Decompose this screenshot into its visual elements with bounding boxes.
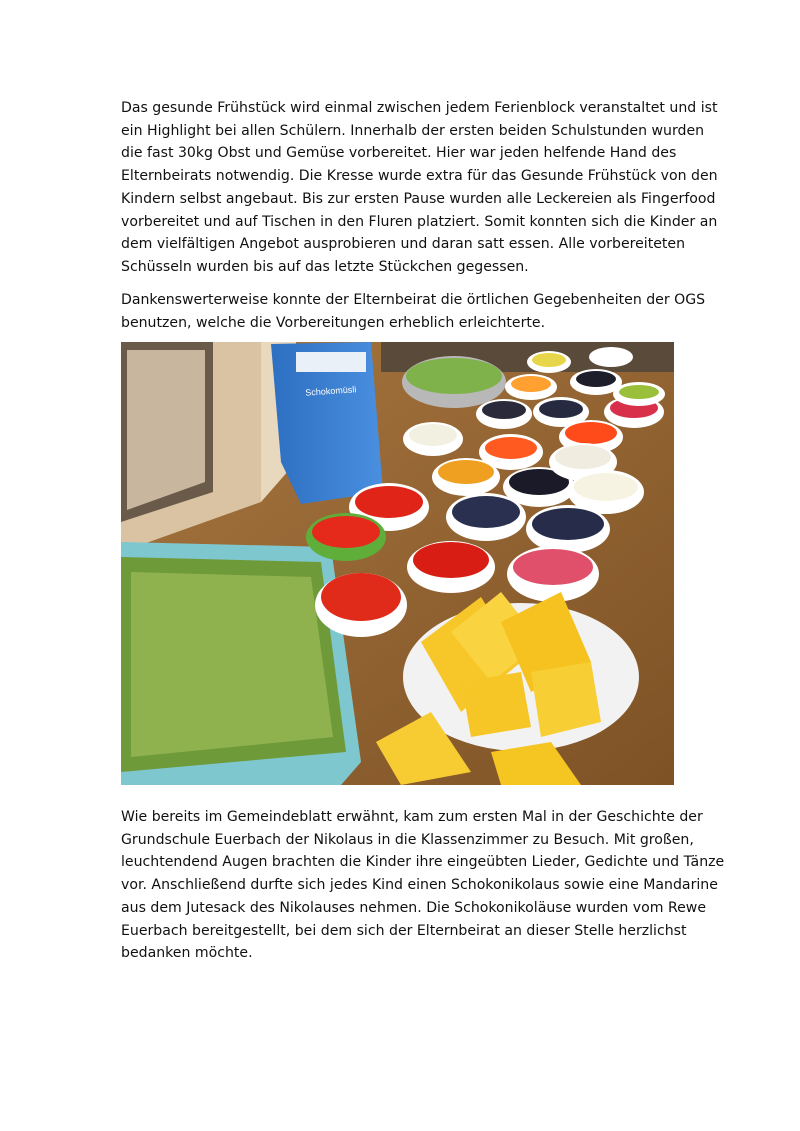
text-line: Schüsseln wurden bis auf das letzte Stückchen gegessen. <box>121 258 529 275</box>
text-line: vorbereitet und auf Tischen in den Fluren platziert. Somit konnten sich die Kinder an <box>121 213 718 230</box>
paragraph-ogs <box>121 289 706 334</box>
text-line: Euerbach bereitgestellt, bei dem sich der Elternbeirat an dieser Stelle herzlichst <box>121 922 687 939</box>
breakfast-photo <box>121 342 674 785</box>
text-line: Dankenswerterweise konnte der Elternbeirat die örtlichen Gegebenheiten der OGS <box>121 292 706 308</box>
text-line: ein Highlight bei allen Schülern. Innerhalb der ersten beiden Schulstunden wurden <box>121 122 705 139</box>
paragraph-fruehstueck <box>121 97 718 279</box>
text-line: Kindern selbst angebaut. Bis zur ersten Pause wurden alle Leckereien als Fingerfood <box>121 190 716 207</box>
paragraph-nikolaus <box>121 806 725 965</box>
text-line: benutzen, welche die Vorbereitungen erheblich erleichterte. <box>121 314 546 331</box>
text-line: vor. Anschließend durfte sich jedes Kind einen Schokonikolaus sowie eine Mandarine <box>121 877 718 894</box>
text-line: aus dem Jutesack des Nikolauses nehmen. Die Schokonikoläuse wurden vom Rewe <box>121 899 706 916</box>
text-line: bedanken möchte. <box>121 945 253 962</box>
text-line: die fast 30kg Obst und Gemüse vorbereitet. Hier war jeden helfende Hand des <box>121 145 677 162</box>
text-line: Elternbeirats notwendig. Die Kresse wurde extra für das Gesunde Frühstück von den <box>121 168 718 185</box>
text-line: Grundschule Euerbach der Nikolaus in die Klassenzimmer zu Besuch. Mit großen, <box>121 831 694 848</box>
text-line: leuchtendend Augen brachten die Kinder ihre eingeübten Lieder, Gedichte und Tänze <box>121 854 725 871</box>
text-line: Wie bereits im Gemeindeblatt erwähnt, kam zum ersten Mal in der Geschichte der <box>121 809 703 825</box>
text-line: Das gesunde Frühstück wird einmal zwischen jedem Ferienblock veranstaltet und ist <box>121 100 718 116</box>
text-line: dem vielfältigen Angebot ausprobieren und daran satt essen. Alle vorbereiteten <box>121 236 686 253</box>
bag-label: Schokomüsli <box>304 384 357 398</box>
breakfast-photo-illustration <box>121 342 674 785</box>
